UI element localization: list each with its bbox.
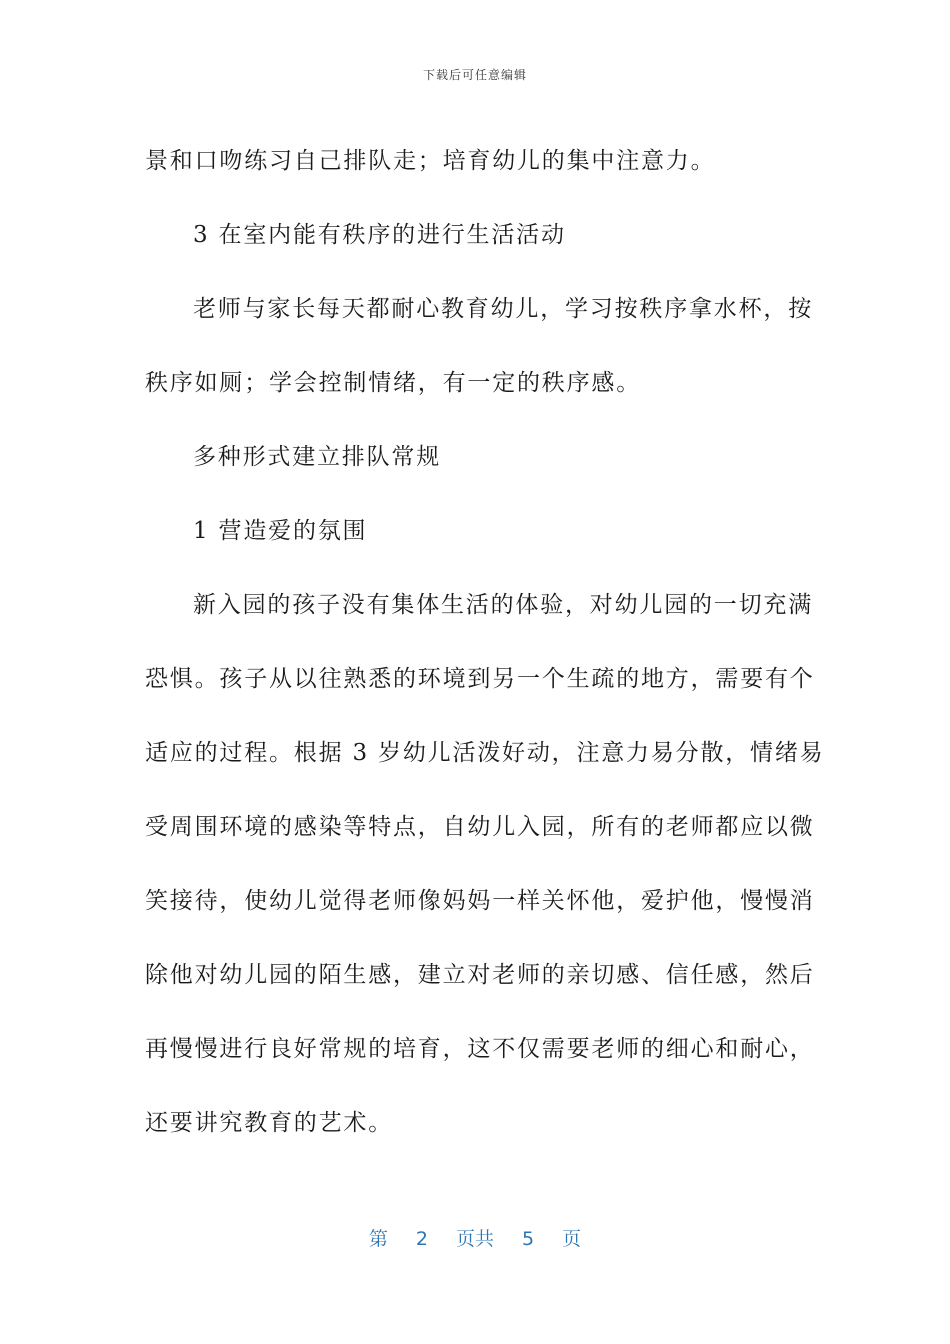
paragraph-line: 老师与家长每天都耐心教育幼儿，学习按秩序拿水杯，按 <box>193 296 813 322</box>
paragraph-line: 恐惧。孩子从以往熟悉的环境到另一个生疏的地方，需要有个 <box>145 666 815 692</box>
paragraph-line: 除他对幼儿园的陌生感，建立对老师的亲切感、信任感，然后 <box>145 962 815 988</box>
paragraph-line: 受周围环境的感染等特点，自幼儿入园，所有的老师都应以微 <box>145 814 815 840</box>
footer-total-pages: 5 <box>522 1228 535 1250</box>
footer-middle: 页共 <box>455 1228 494 1250</box>
page-header-note: 下载后可任意编辑 <box>422 68 527 82</box>
footer-prefix: 第 <box>368 1228 388 1250</box>
paragraph-line: 3 在室内能有秩序的进行生活活动 <box>193 222 566 248</box>
section-heading: 多种形式建立排队常规 <box>193 444 441 470</box>
subsection-heading: 1 营造爱的氛围 <box>193 518 368 544</box>
footer-suffix: 页 <box>562 1228 582 1250</box>
paragraph-line: 秩序如厕；学会控制情绪，有一定的秩序感。 <box>145 370 641 396</box>
paragraph-line: 适应的过程。根据 3 岁幼儿活泼好动，注意力易分散，情绪易 <box>145 740 825 766</box>
paragraph-line: 景和口吻练习自己排队走；培育幼儿的集中注意力。 <box>145 148 716 174</box>
page-number-footer <box>0 1224 950 1251</box>
paragraph-line: 笑接待，使幼儿觉得老师像妈妈一样关怀他，爱护他，慢慢消 <box>145 888 815 914</box>
paragraph-line: 再慢慢进行良好常规的培育，这不仅需要老师的细心和耐心， <box>145 1036 815 1062</box>
document-body <box>145 124 825 1160</box>
paragraph-line: 还要讲究教育的艺术。 <box>145 1110 393 1136</box>
footer-current-page: 2 <box>415 1228 428 1250</box>
paragraph-line: 新入园的孩子没有集体生活的体验，对幼儿园的一切充满 <box>193 592 813 618</box>
